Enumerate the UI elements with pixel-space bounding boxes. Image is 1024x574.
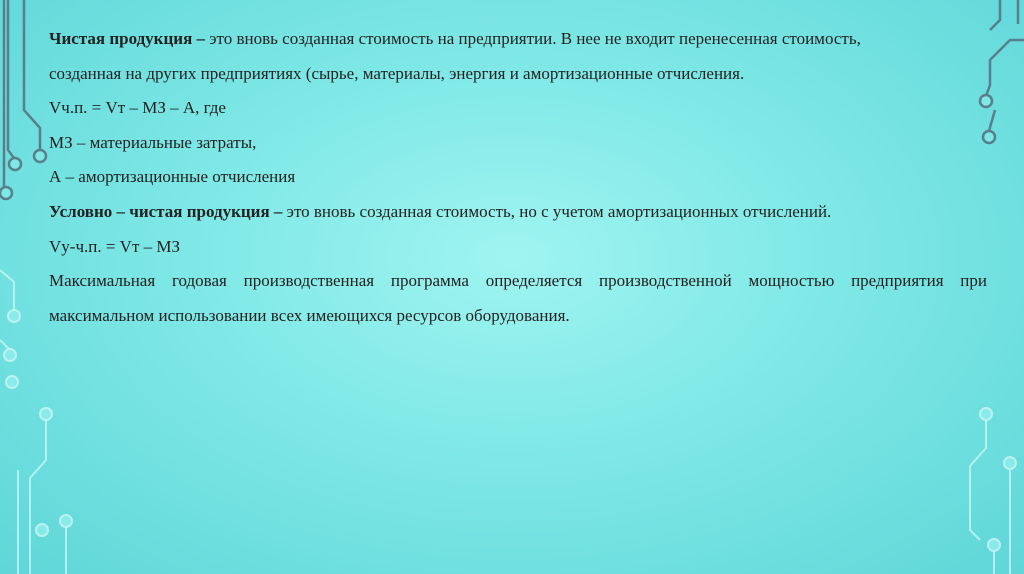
slide-content [49,22,987,333]
term-net-product: Чистая продукция – [49,29,206,48]
capacity-paragraph: Максимальная годовая производственная программа определяется производственной мощностью предприятия при максимальном использовании всех имеющихся ресурсов оборудования. [49,271,987,325]
term-conditional-net-product: Условно – чистая продукция – [49,201,283,221]
definition-text-1: это вновь созданная стоимость на предприятии. В нее не входит перенесенная стоимость, [205,29,861,48]
formula-net-product: Vч.п. = Vт – МЗ – А, где [49,98,226,118]
text-line-2: созданная на других предприятиях (сырье, материалы, энергия и амортизационные отчисления. [49,63,745,83]
definition-net-product [49,22,987,57]
definition-conditional-net-product [49,195,987,230]
legend-mz: МЗ – материальные затраты, [49,132,257,152]
definition-text-2: это вновь созданная стоимость, но с учетом амортизационных отчислений. [282,201,832,221]
legend-a: А – амортизационные отчисления [49,167,296,187]
formula-conditional-net-product: Vу-ч.п. = Vт – МЗ [49,236,181,256]
